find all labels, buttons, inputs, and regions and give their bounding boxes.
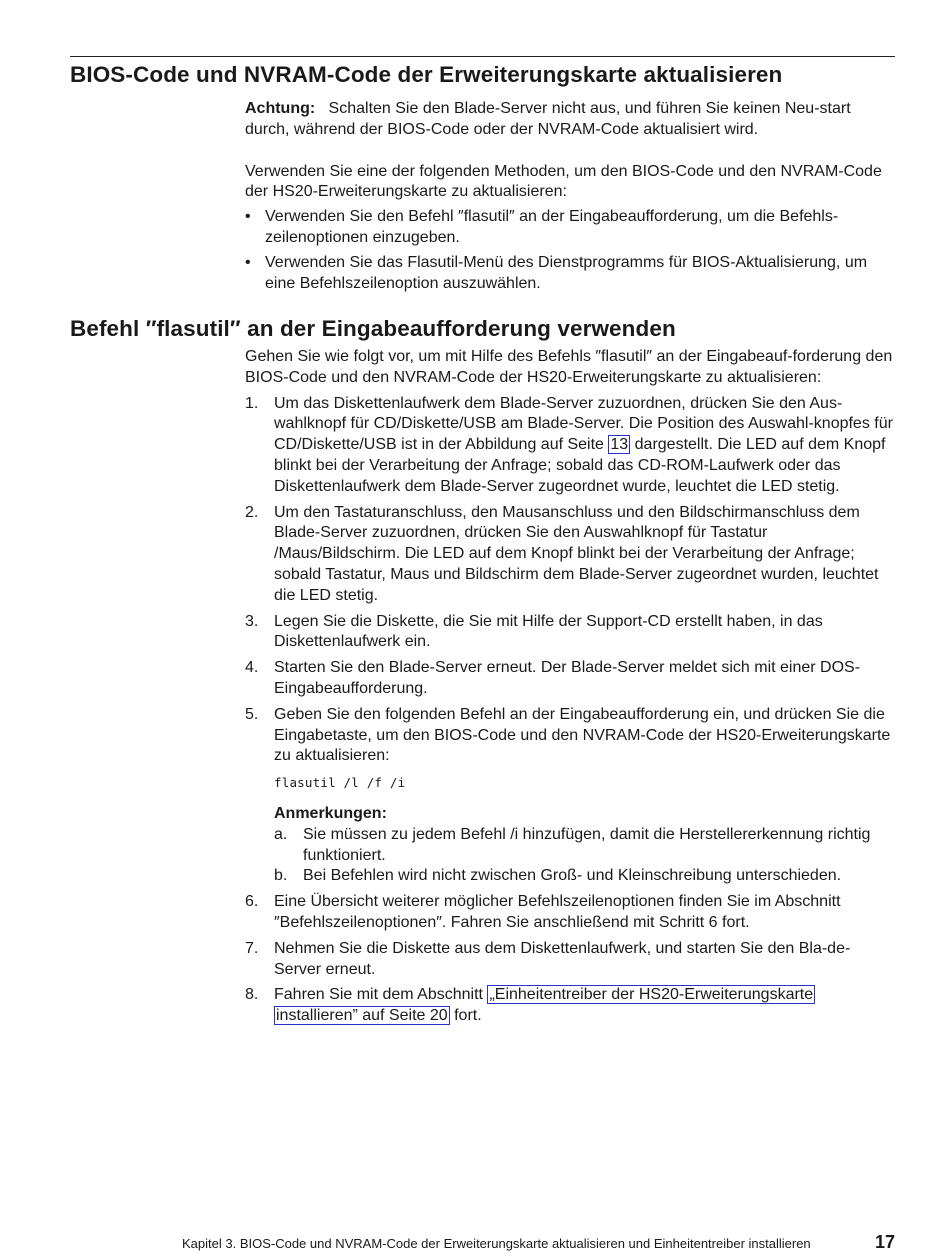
step-1: 1. Um das Diskettenlaufwerk dem Blade-Server zuzuordnen, drücken Sie den Aus-wahlknopf für CD/Diskette/USB am Blade-Server. Die Position des Auswahl-knopfes für CD/Diskette/USB ist in der Abbildung auf Seite 13 dargestellt. Die LED auf dem Knopf blinkt bei der Verarbeitung der Anfrage; sobald das CD-ROM-Laufwerk oder das Diskettenlaufwerk dem Blade-Server zugeordnet wurde, leuchtet die LED stetig. <box>245 394 897 498</box>
attention-text: Schalten Sie den Blade-Server nicht aus, und führen Sie keinen Neu-start durch, während der BIOS-Code oder der NVRAM-Code aktualisiert wird. <box>245 100 851 138</box>
step-number: 3. <box>245 612 259 630</box>
step-5 <box>245 705 897 887</box>
page-13-link[interactable]: 13 <box>610 436 629 454</box>
step-6 <box>245 892 897 934</box>
step-number: 2. <box>245 503 259 521</box>
top-rule <box>70 56 895 57</box>
step-text: Legen Sie die Diskette, die Sie mit Hilfe der Support-CD erstellt haben, in das Diskettenlaufwerk ein. <box>274 612 823 651</box>
step-number: 1. <box>245 394 259 412</box>
install-drivers-link-page[interactable]: installieren” auf Seite 20 <box>276 1007 448 1025</box>
note-b: b. Bei Befehlen wird nicht zwischen Groß- und Kleinschreibung unterschieden. <box>274 867 842 885</box>
bullet-item: • Verwenden Sie das Flasutil-Menü des Dienstprogramms für BIOS-Aktualisierung, um eine Befehlszeilenoption auszuwählen. <box>245 253 897 295</box>
step-text: Geben Sie den folgenden Befehl an der Eingabeaufforderung ein, und drücken Sie die Eingabetaste, um den BIOS-Code und den NVRAM-Code der HS20-Erweiterungskarte zu aktualisieren: <box>274 705 891 765</box>
methods-intro: Verwenden Sie eine der folgenden Methoden, um den BIOS-Code und den NVRAM-Code der HS20-Erweiterungskarte zu aktualisieren: <box>245 162 882 201</box>
attention-paragraph <box>245 99 897 141</box>
procedure-intro: Gehen Sie wie folgt vor, um mit Hilfe des Befehls ″flasutil″ an der Eingabeauf-forderung den BIOS-Code und den NVRAM-Code der HS20-Erweiterungskarte zu aktualisieren: <box>245 348 893 386</box>
step-3 <box>245 612 897 654</box>
section-title-flasutil-command: Befehl ″flasutil″ an der Eingabeaufforderung verwenden <box>70 316 676 341</box>
command-code: flasutil /l /f /i <box>274 775 406 791</box>
step-number: 6. <box>245 893 259 911</box>
step-number: 8. <box>245 986 259 1004</box>
step-text: Nehmen Sie die Diskette aus dem Diskettenlaufwerk, und starten Sie den Bla-de-Server erneut. <box>274 939 851 978</box>
step-text: Um den Tastaturanschluss, den Mausanschluss und den Bildschirmanschluss dem Blade-Server zuzuordnen, drücken Sie den Auswahlknopf für Tastatur /Maus/Bildschirm. Die LED auf dem Knopf blinkt bei der Verarbeitung der Anfrage; sobald Tastatur, Maus und Bildschirm dem Blade-Server zugeordnet wurden, leuchtet die LED stetig. <box>274 503 879 604</box>
section-title-update-bios: BIOS-Code und NVRAM-Code der Erweiterungskarte aktualisieren <box>70 62 783 87</box>
step-number: 7. <box>245 939 259 957</box>
step-number: 5. <box>245 705 259 723</box>
bullet-text: Verwenden Sie das Flasutil-Menü des Dienstprogramms für BIOS-Aktualisierung, um eine Befehlszeilenoption auszuwählen. <box>265 253 868 292</box>
step-number: 4. <box>245 659 259 677</box>
footer-chapter-text: Kapitel 3. BIOS-Code und NVRAM-Code der Erweiterungskarte aktualisieren und Einheitentreiber installieren <box>182 1236 811 1251</box>
step-text: Eine Übersicht weiterer möglicher Befehlszeilenoptionen finden Sie im Abschnitt ″Befehlszeilenoptionen″. Fahren Sie anschließend mit Schritt 6 fort. <box>274 893 841 931</box>
procedure-block <box>245 347 897 1027</box>
step-2 <box>245 503 897 607</box>
page-number: 17 <box>875 1232 896 1252</box>
step-8: 8. Fahren Sie mit dem Abschnitt „Einheitentreiber der HS20-Erweiterungskarte installieren” auf Seite 20 fort. <box>245 985 897 1027</box>
install-drivers-link[interactable]: „Einheitentreiber der HS20-Erweiterungskarte <box>489 986 814 1004</box>
bullet-item: • Verwenden Sie den Befehl ″flasutil″ an der Eingabeaufforderung, um die Befehls-zeilenoptionen einzugeben. <box>245 207 897 249</box>
note-a: a. Sie müssen zu jedem Befehl /i hinzufügen, damit die Herstellererkennung richtig funktioniert. <box>274 825 871 864</box>
notes-label: Anmerkungen: <box>274 804 387 822</box>
attention-label: Achtung: <box>245 100 316 117</box>
step-7 <box>245 939 897 981</box>
attention-block <box>245 99 897 294</box>
bullet-text: Verwenden Sie den Befehl ″flasutil″ an der Eingabeaufforderung, um die Befehls-zeilenoptionen einzugeben. <box>265 208 839 246</box>
step-4 <box>245 658 897 700</box>
step-text: Starten Sie den Blade-Server erneut. Der Blade-Server meldet sich mit einer DOS-Eingabeaufforderung. <box>274 659 861 697</box>
